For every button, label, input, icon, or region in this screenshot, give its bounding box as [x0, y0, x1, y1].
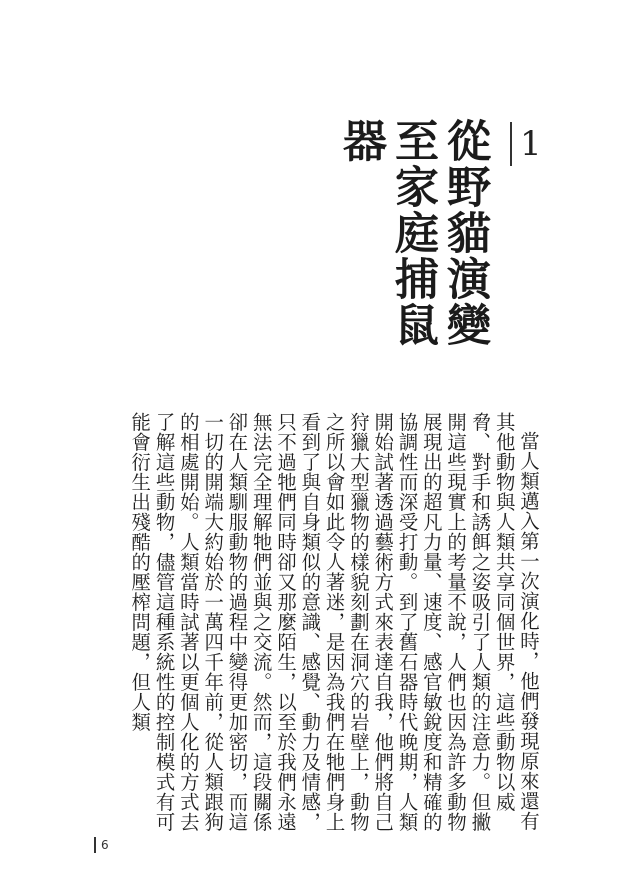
page-number: 6	[101, 838, 109, 852]
chapter-number: 1	[520, 124, 542, 164]
folio-divider-rule	[94, 837, 96, 853]
chapter-title: 從野貓演變至家庭捕鼠器	[335, 118, 490, 348]
body-paragraph: 當人類邁入第一次演化時，他們發現原來還有其他動物與人類共享同個世界，這些動物以威脅、對手和誘餌之姿吸引了人類的注意力。但撇開這些現實上的考量不說，人們也因為許多動物展現出的超凡力量、速度、感官敏銳度和精確的協調性而深受打動。到了舊石器時代晚期，人類開始試著透過藝術方式來表達自我，他們將自己狩獵大型獵物的樣貌刻劃在洞穴的岩壁上，動物之所以會如此令人著迷，是因為我們在牠們身上看到了與自身類似的意識、感覺、動力及情感，只不過牠們同時卻又那麼陌生，以至於我們永遠無法完全理解牠們並與之交流。然而，這段關係卻在人類馴服動物的過程中變得更加密切，而這一切的開端大約始於一萬四千年前，從人類跟狗的相處開始。人類當時試著以更個人化的方式去了解這些動物，儘管這種系統性的控制模式有可能會衍生出殘酷的壓榨問題，但人類	[128, 412, 540, 832]
chapter-divider-rule	[510, 122, 512, 166]
body-text	[88, 412, 540, 832]
